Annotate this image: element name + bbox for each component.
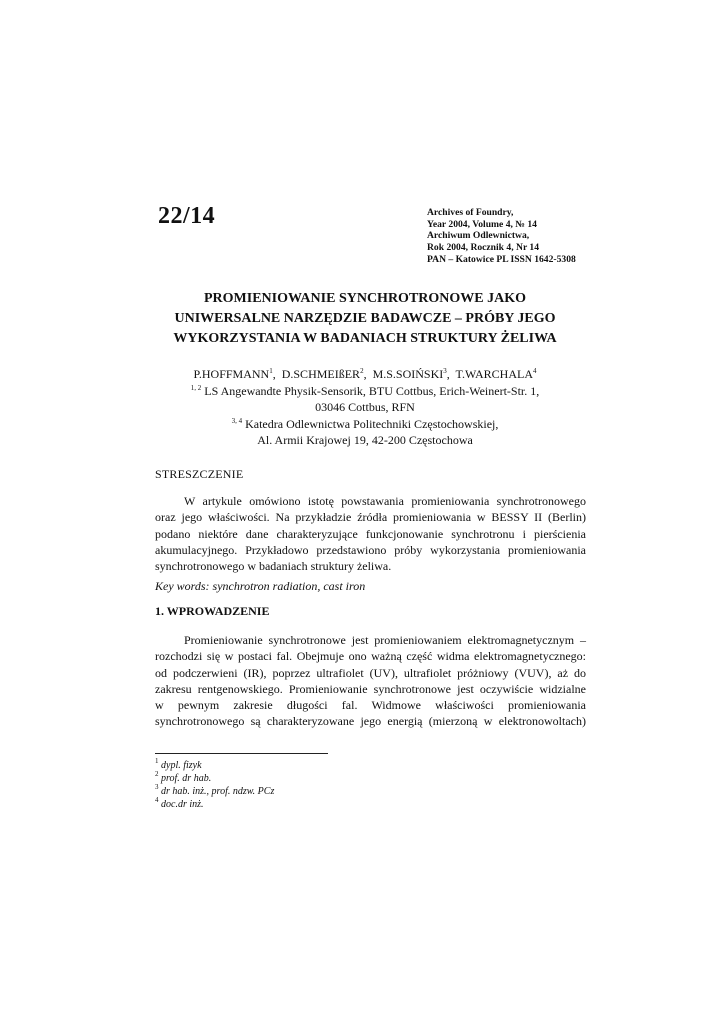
author-mark: 3: [443, 367, 447, 375]
title-line: WYKORZYSTANIA W BADANIACH STRUKTURY ŻELIWA: [173, 331, 557, 346]
journal-line: Archiwum Odlewnictwa,: [427, 230, 530, 242]
journal-info: [427, 207, 576, 266]
section-heading: 1. WPROWADZENIE: [155, 604, 270, 618]
footnote: [155, 785, 274, 798]
author-mark: 2: [360, 367, 364, 375]
author-name: P.HOFFMANN: [193, 367, 270, 381]
footnote-mark: 3: [155, 783, 159, 791]
title-line: PROMIENIOWANIE SYNCHROTRONOWE JAKO: [203, 291, 527, 306]
footnote-text: doc.dr inż.: [161, 799, 204, 810]
authors-block: [140, 366, 590, 449]
journal-line: Archives of Foundry,: [427, 207, 514, 218]
footnote-divider: [155, 753, 328, 754]
affiliation-text: Katedra Odlewnictwa Politechniki Częstochowskiej,: [245, 416, 499, 431]
footnote-text: prof. dr hab.: [161, 773, 212, 784]
journal-line: PAN – Katowice PL ISSN 1642-5308: [427, 253, 576, 265]
abstract-heading: STRESZCZENIE: [155, 467, 244, 481]
footnote: [155, 759, 274, 772]
abstract-line: oraz jego właściwości. Na przykładzie źródła promieniowania w BESSY II (Berlin): [155, 510, 586, 525]
title-line: UNIWERSALNE NARZĘDZIE BADAWCZE – PRÓBY JEGO: [174, 311, 556, 326]
paper-title: [140, 289, 590, 349]
intro-line: Promieniowanie synchrotronowe jest promieniowaniem elektromagnetycznym –: [184, 633, 586, 647]
abstract-line: podano niektóre dane charakteryzujące funkcjonowanie synchrotronu i pierścienia: [155, 526, 586, 541]
affiliation-marks: 3, 4: [231, 416, 243, 425]
abstract-line: W artykule omówiono istotę powstawania promieniowania synchrotronowego: [184, 494, 586, 508]
author-name: M.S.SOIŃSKI: [372, 367, 444, 381]
footnote-mark: 4: [155, 796, 159, 804]
author-mark: 4: [532, 367, 537, 375]
affiliation-text: LS Angewandte Physik-Sensorik, BTU Cottbus, Erich-Weinert-Str. 1,: [204, 383, 540, 398]
affiliation-marks: 1, 2: [190, 383, 202, 392]
author-mark: 1: [269, 367, 273, 375]
journal-line: Rok 2004, Rocznik 4, Nr 14: [427, 242, 540, 254]
affiliation-line: [140, 416, 590, 433]
footnote: [155, 772, 274, 785]
journal-line: Year 2004, Volume 4, № 14: [427, 218, 537, 230]
author-name: D.SCHMEIßER: [281, 367, 361, 381]
affiliation-line: [140, 383, 590, 400]
paper-number: 22/14: [158, 203, 216, 229]
footnotes: [155, 759, 274, 811]
author-list: P.HOFFMANN$^1$, D.SCHMEIßER$^2$, M.S.SOIŃSKI$^3$, T.WARCHALA$^4$: [193, 367, 537, 381]
footnote-mark: 1: [155, 757, 159, 765]
footnote: [155, 798, 274, 811]
abstract-line: synchrotronowego w badaniach struktury żeliwa.: [155, 559, 392, 574]
intro-text: [155, 632, 586, 730]
footnote-mark: 2: [155, 770, 159, 778]
abstract-text: [155, 493, 586, 574]
abstract-line: akumulacyjnego. Przykładowo przedstawiono próby wykorzystania promieniowania: [155, 542, 586, 557]
affiliation-line: 03046 Cottbus, RFN: [315, 400, 415, 414]
footnote-text: dr hab. inż., prof. ndzw. PCz: [161, 786, 275, 797]
intro-line: w pewnym zakresie długości fal. Widmowe właściwości promieniowania: [155, 698, 586, 713]
intro-line: od podczerwieni (IR), poprzez ultrafiolet (UV), ultrafiolet próżniowy (VUV), aż do: [155, 665, 586, 680]
author-name: T.WARCHALA: [455, 367, 533, 381]
affiliation-line: Al. Armii Krajowej 19, 42-200 Częstochowa: [257, 433, 473, 447]
intro-line: rozchodzi się w postaci fal. Obejmuje ono ważną część widma elektromagnetycznego:: [155, 649, 586, 664]
footnote-text: dypl. fizyk: [161, 760, 202, 771]
keywords: Key words: synchrotron radiation, cast iron: [155, 579, 366, 593]
intro-line: synchrotronowego są charakteryzowane jego energią (mierzoną w elektronowoltach): [155, 714, 586, 729]
intro-line: zakresu rentgenowskiego. Promieniowanie synchrotronowe jest oczywiście widzialne: [155, 681, 586, 696]
